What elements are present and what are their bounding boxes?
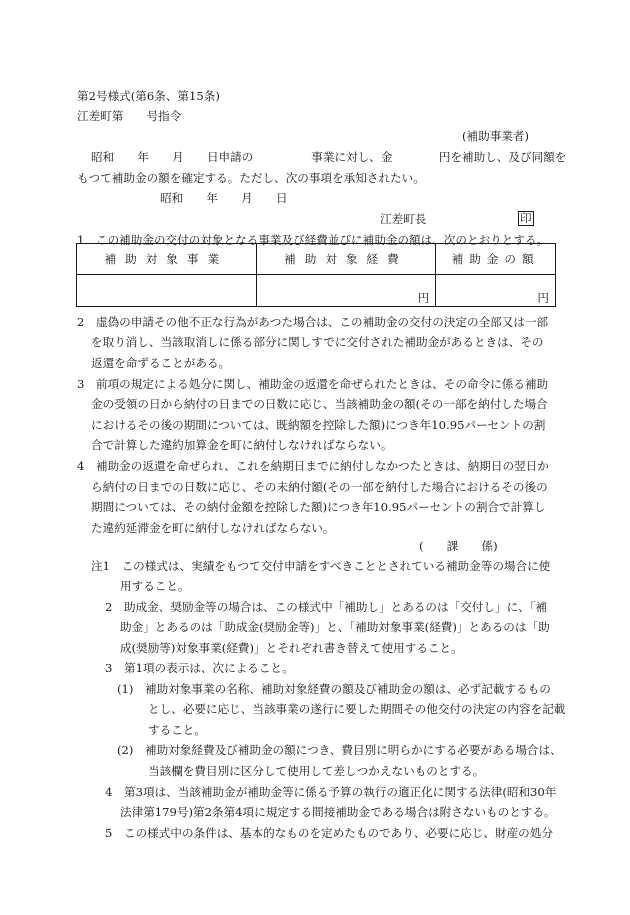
item-4-line-3: 期間については、その納付金額を控除した額)につき年10.95パーセントの割合で計算し xyxy=(91,500,546,514)
item-4-line-1: 4 補助金の返還を命ぜられ、これを納期日までに納付しなかつたときは、納期日の翌日か xyxy=(77,459,549,473)
item-4-line-2: ら納付の日までの日数に応じ、その未納付額(その一部を納付した場合におけるその後の xyxy=(91,480,548,494)
note-2-line-1: 2 助成金、奨励金等の場合は、この様式中「補助し」とあるのは「交付し」に、「補 xyxy=(105,600,548,614)
item-2-line-3: 返還を命ずることがある。 xyxy=(91,356,231,370)
note-3-1-line-3: すること。 xyxy=(148,723,206,737)
note-2-line-2: 助金」とあるのは「助成金(奨励金等)」と、「補助対象事業(経費)」とあるのは「助 xyxy=(120,620,550,634)
item-1: 1 この補助金の交付の対象となる事業及び経費並びに補助金の額は、次のとおりとする。 xyxy=(77,233,549,247)
note-4-line-2: 法律第179号)第2条第4項に規定する間接補助金である場合は附さないものとする。 xyxy=(120,805,556,819)
recipient-label: (補助事業者) xyxy=(462,129,530,143)
note-1-line-2: 用すること。 xyxy=(120,579,190,593)
header-target-expense: 補助対象経費 xyxy=(256,244,436,275)
table-row xyxy=(77,275,556,307)
note-3: 3 第1項の表示は、次によること。 xyxy=(105,661,294,675)
item-3-line-3: におけるその後の期間については、既納額を控除した額)につき年10.95パーセントの割 xyxy=(91,418,546,432)
issuer-title: 江差町長 xyxy=(380,212,427,226)
note-4-line-1: 4 第3項は、当該補助金が補助金等に係る予算の執行の適正化に関する法律(昭和30年 xyxy=(105,785,557,799)
item-3-line-4: 合で計算した違約加算金を町に納付しなければならない。 xyxy=(91,438,393,452)
note-5-line-1: 5 この様式中の条件は、基本的なものを定めたものであり、必要に応じ、財産の処分 xyxy=(105,826,553,840)
cell-amount: 円 xyxy=(436,275,556,307)
seal-glyph: 印 xyxy=(520,211,532,225)
note-2-line-3: 成(奨励等)対象事業(経費)」とそれぞれ書き替えて使用すること。 xyxy=(120,641,463,655)
form-label: 第2号様式(第6条、第15条) xyxy=(77,89,220,103)
issue-date: 昭和 年 月 日 xyxy=(160,191,288,205)
item-2-line-1: 2 虚偽の申請その他不正な行為があつた場合は、この補助金の交付の決定の全部又は一部 xyxy=(77,315,549,329)
note-1-line-1: 注1 この様式は、実績をもつて交付申請をすべきこととされている補助金等の場合に使 xyxy=(91,559,551,573)
note-3-2-line-1: (2) 補助対象経費及び補助金の額につき、費目別に明らかにする必要がある場合は、 xyxy=(117,743,562,757)
cell-expense: 円 xyxy=(256,275,436,307)
item-3-line-1: 3 前項の規定による処分に関し、補助金の返還を命ぜられたときは、その命令に係る補助 xyxy=(77,377,549,391)
item-4-line-4: た違約延滞金を町に納付しなければならない。 xyxy=(91,521,335,535)
note-3-2-line-2: 当該欄を費目別に区分して使用して差しつかえないものとする。 xyxy=(148,764,485,778)
note-3-1-line-2: とし、必要に応じ、当該事業の遂行に要した期間その他交付の決定の内容を記載 xyxy=(148,702,566,716)
grant-table xyxy=(76,243,556,307)
body-line-2: もつて補助金の額を確定する。ただし、次の事項を承知されたい。 xyxy=(77,171,425,185)
section-label: ( 課 係) xyxy=(419,539,498,553)
header-grant-amount: 補助金の額 xyxy=(436,244,556,275)
document-number: 江差町第 号指令 xyxy=(77,109,182,123)
header-target-project: 補助対象事業 xyxy=(77,244,257,275)
note-3-1-line-1: (1) 補助対象事業の名称、補助対象経費の額及び補助金の額は、必ず記載するもの xyxy=(117,682,551,696)
cell-project xyxy=(77,275,257,307)
item-2-line-2: を取り消し、当該取消しに係る部分に関しすでに交付された補助金があるときは、その xyxy=(91,335,544,349)
seal-mark xyxy=(518,210,534,226)
item-3-line-2: 金の受領の日から納付の日までの日数に応じ、当該補助金の額(その一部を納付した場合 xyxy=(91,397,548,411)
body-line-1: 昭和 年 月 日申請の 事業に対し、金 円を補助し、及び同額を xyxy=(91,150,567,164)
table-header-row xyxy=(77,244,556,275)
